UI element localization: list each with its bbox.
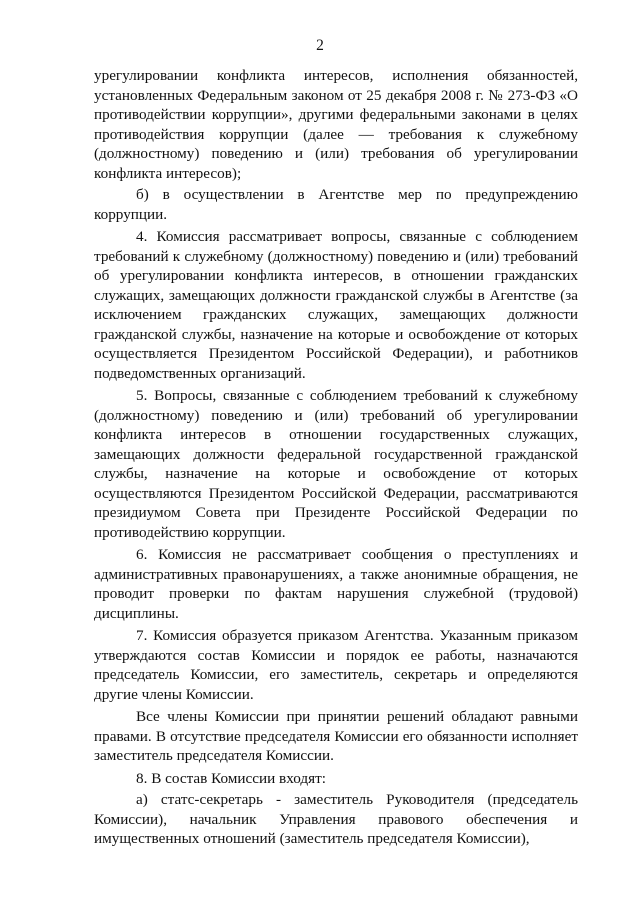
paragraph-clause-8: 8. В состав Комиссии входят:	[136, 769, 326, 787]
paragraph-equal-rights: Все члены Комиссии при принятии решений обладают равными правами. В отсутствие председателя Комиссии его обязанности исполняет заместитель председателя Комиссии.	[94, 708, 578, 764]
paragraph-clause-5: 5. Вопросы, связанные с соблюдением требований к служебному (должностному) поведению и (или) требований об урегулировании конфликта интересов в отношении государственных служащих, замещающих должности федеральной государственной гражданской службы, назначение на которые и освобождение от которых осуществляются Президентом Российской Федерации, рассматриваются президиумом Совета при Президенте Российской Федерации по противодействию коррупции.	[94, 387, 578, 541]
paragraph-clause-4: 4. Комиссия рассматривает вопросы, связанные с соблюдением требований к служебному (должностному) поведению и (или) требований об урегулировании конфликта интересов, в отношении гражданских служащих, замещающих должности гражданской службы в Агентстве (за исключением гражданских служащих, замещающих должности гражданской службы, назначение на которые и освобождение от которых осуществляется Президентом Российской Федерации), и работников подведомственных организаций.	[94, 228, 578, 382]
document-body	[94, 66, 578, 851]
paragraph-continuation: урегулировании конфликта интересов, исполнения обязанностей, установленных Федеральным законом от 25 декабря 2008 г. № 273-ФЗ «О противодействии коррупции», другими федеральными законами в целях противодействия коррупции (далее — требования к служебному (должностному) поведению и (или) требования об урегулировании конфликта интересов);	[94, 67, 578, 182]
paragraph-item-b: б) в осуществлении в Агентстве мер по предупреждению коррупции.	[94, 186, 578, 223]
paragraph-clause-7: 7. Комиссия образуется приказом Агентства. Указанным приказом утверждаются состав Комиссии и порядок ее работы, назначаются председатель Комиссии, его заместитель, секретарь и определяются другие члены Комиссии.	[94, 627, 578, 703]
paragraph-clause-6: 6. Комиссия не рассматривает сообщения о преступлениях и административных правонарушениях, а также анонимные обращения, не проводит проверки по фактам нарушения служебной (трудовой) дисциплины.	[94, 546, 578, 622]
page-number: 2	[316, 37, 324, 54]
paragraph-item-a: а) статс-секретарь - заместитель Руководителя (председатель Комиссии), начальник Управления правового обеспечения и имущественных отношений (заместитель председателя Комиссии),	[94, 791, 578, 847]
